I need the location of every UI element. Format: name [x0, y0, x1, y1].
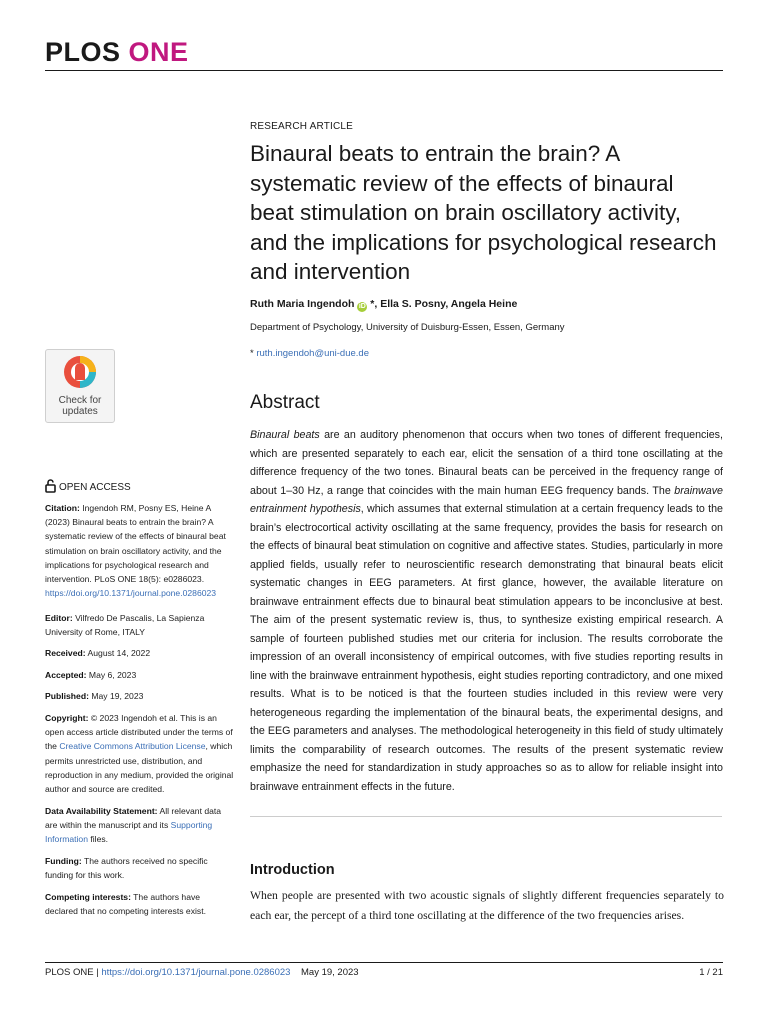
- funding-label: Funding:: [45, 856, 82, 866]
- received-date: August 14, 2022: [85, 648, 151, 658]
- supporting-information-link[interactable]: Supporting Information: [45, 820, 213, 845]
- abstract-term-2: brainwave entrainment hypothesis: [250, 484, 723, 515]
- received-block: [45, 646, 235, 660]
- published-block: [45, 689, 235, 703]
- editor-block: [45, 611, 235, 639]
- competing-interests-text: The authors have declared that no competing interests exist.: [45, 892, 206, 917]
- citation-doi-link[interactable]: https://doi.org/10.1371/journal.pone.0286023: [45, 588, 217, 599]
- check-for-updates-label: [46, 395, 114, 417]
- editor-text: Vilfredo De Pascalis, La Sapienza University of Rome, ITALY: [45, 613, 205, 638]
- check-for-updates-icon: [62, 354, 98, 390]
- competing-interests-label: Competing interests:: [45, 892, 131, 902]
- introduction-heading: Introduction: [250, 862, 335, 878]
- article-type: RESEARCH ARTICLE: [250, 121, 354, 132]
- footer-doi-link[interactable]: https://doi.org/10.1371/journal.pone.0286023: [101, 967, 291, 978]
- abstract-term-1: Binaural beats: [250, 429, 320, 441]
- copyright-text-end: , which permits unrestricted use, distribution, and reproduction in any medium, provided the original author and source are credited.: [45, 741, 234, 795]
- check-for-updates-badge[interactable]: [45, 349, 115, 423]
- abstract-heading: Abstract: [250, 392, 320, 413]
- corresponding-asterisk: *: [250, 348, 254, 359]
- accepted-date: May 6, 2023: [86, 670, 137, 680]
- author-list: [250, 298, 517, 312]
- check-label-line-2: updates: [62, 406, 98, 417]
- copyright-text: © 2023 Ingendoh et al. This is an open access article distributed under the terms of the: [45, 713, 233, 752]
- author-names: , Ella S. Posny, Angela Heine: [374, 298, 518, 310]
- citation-label: Citation:: [45, 503, 80, 513]
- logo-plos: PLOS: [45, 37, 121, 67]
- received-label: Received:: [45, 648, 86, 658]
- open-lock-icon: [45, 479, 56, 493]
- check-label-line-1: Check for: [58, 395, 102, 406]
- article-title: Binaural beats to entrain the brain? A systematic review of the effects of binaural beat stimulation on brain oscillatory activity, and the implications for psychological research and intervention: [250, 141, 717, 284]
- logo-one: ONE: [128, 37, 189, 67]
- editor-label: Editor:: [45, 613, 73, 623]
- data-availability-label: Data Availability Statement:: [45, 806, 158, 816]
- abstract-divider: [250, 816, 722, 817]
- correspondence: [250, 348, 369, 359]
- citation-block: [45, 501, 235, 600]
- open-access-label: OPEN ACCESS: [59, 482, 131, 493]
- published-date: May 19, 2023: [88, 691, 144, 701]
- funding-text: The authors received no specific funding for this work.: [45, 856, 208, 881]
- copyright-block: [45, 711, 235, 796]
- license-link[interactable]: Creative Commons Attribution License: [59, 741, 206, 752]
- data-availability-block: [45, 804, 235, 847]
- affiliation: Department of Psychology, University of Duisburg-Essen, Essen, Germany: [250, 322, 565, 333]
- corresponding-mark: *: [370, 298, 375, 310]
- author-name: Ruth Maria Ingendoh: [250, 298, 355, 310]
- copyright-label: Copyright:: [45, 713, 89, 723]
- data-availability-text: All relevant data are within the manuscript and its: [45, 806, 222, 831]
- introduction-text: When people are presented with two acoustic signals of slightly different frequencies separately to each ear, the percept of a third tone oscillating at the difference of the two frequencies arises.: [250, 889, 724, 922]
- footer-divider: [45, 962, 723, 963]
- page-footer: [45, 967, 359, 978]
- abstract-text: [250, 426, 723, 796]
- accepted-block: [45, 668, 235, 682]
- data-availability-text-end: files.: [88, 834, 109, 845]
- funding-block: [45, 854, 235, 882]
- footer-date: May 19, 2023: [301, 967, 359, 978]
- header-divider: [45, 70, 723, 71]
- competing-interests-block: [45, 890, 235, 918]
- page-number: 1 / 21: [699, 967, 723, 978]
- abstract-part-2: , which assumes that external stimulation at a certain frequency leads to the brain’s electrocortical activity oscillating at the same frequency, provides the basis for research on the effects of binaural beat stimulation on cognitive and affective states. Studies, particularly in more applied fields, usually refer to neuroscientific research demonstrating that binaural beats elicit systematic changes in EEG parameters. At first glance, however, the available literature on brainwave entrainment effects due to binaural beat stimulation appears to be inconclusive at best. The aim of the present systematic review is, thus, to synthesize existing empirical research. A sample of fourteen published studies met our criteria for inclusion. The results corroborate the impression of an overall inconsistency of empirical outcomes, with five studies reporting results in line with the brainwave entrainment hypothesis, eight studies reporting contradictory, and one mixed results. What is to be noticed is that the fourteen studies included in this review were very heterogeneous regarding the implementation of the binaural beats, the experimental designs, and the EEG parameters and analyses. The methodological heterogeneity in this field of study ultimately limits the comparability of research outcomes. The results of the present systematic review emphasize the need for standardization in study approaches so as to allow for reliable insight into brainwave entrainment effects in the future.: [250, 503, 723, 793]
- footer-journal: PLOS ONE |: [45, 967, 102, 978]
- journal-logo[interactable]: [45, 37, 189, 68]
- open-access-badge: [45, 479, 131, 493]
- abstract-part-1: are an auditory phenomenon that occurs when two tones of different frequencies, which are presented separately to each ear, elicit the sensation of a third tone oscillating at the difference frequency of the two tones. Binaural beats can be perceived in the frequency range of about 1–30 Hz, a range that coincides with the main human EEG frequency bands. The: [250, 429, 723, 497]
- orcid-icon[interactable]: iD: [358, 303, 366, 310]
- published-label: Published:: [45, 691, 89, 701]
- accepted-label: Accepted:: [45, 670, 87, 680]
- email-link[interactable]: ruth.ingendoh@uni-due.de: [256, 348, 369, 359]
- citation-text: Ingendoh RM, Posny ES, Heine A (2023) Binaural beats to entrain the brain? A systematic review of the effects of binaural beat stimulation on brain oscillatory activity, and the implications for psychological research and intervention. PLoS ONE 18(5): e0286023.: [45, 503, 226, 585]
